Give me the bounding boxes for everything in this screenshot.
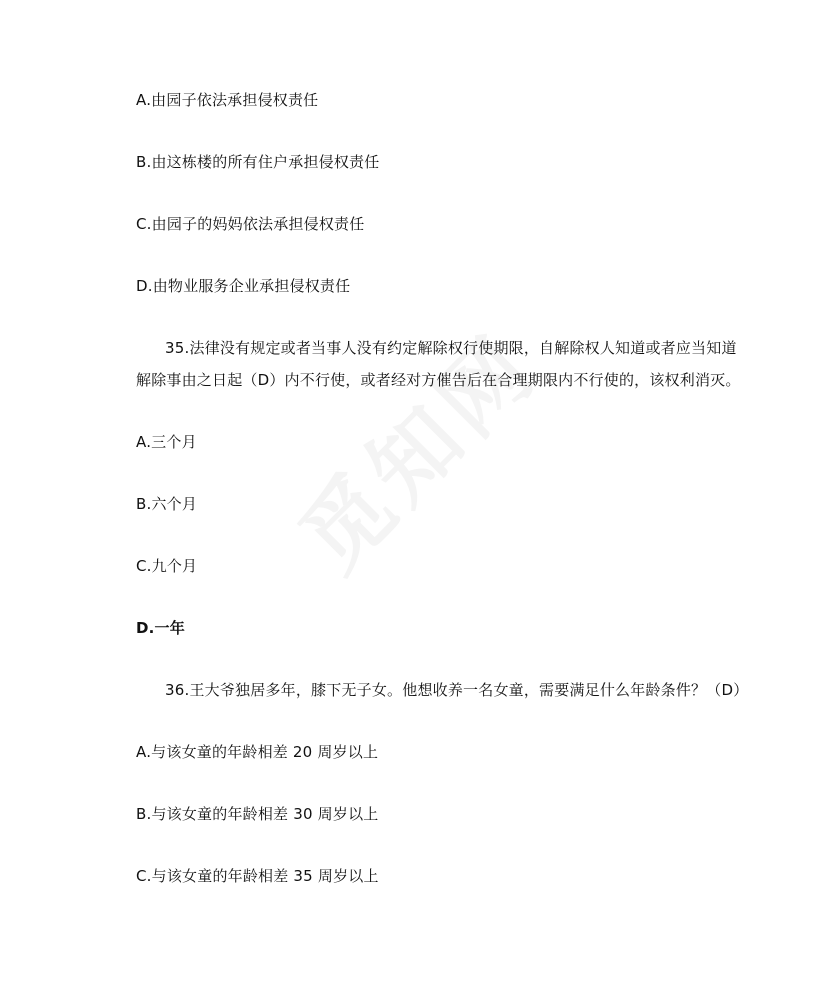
option-b: B.与该女童的年龄相差 30 周岁以上	[136, 805, 379, 823]
option-b: B.六个月	[136, 495, 198, 513]
option-a: A.由园子依法承担侵权责任	[136, 91, 319, 109]
option-a: A.三个月	[136, 433, 197, 451]
option-c: C.与该女童的年龄相差 35 周岁以上	[136, 867, 379, 885]
option-b: B.由这栋楼的所有住户承担侵权责任	[136, 153, 380, 171]
option-d: D.由物业服务企业承担侵权责任	[136, 277, 351, 295]
option-c: C.九个月	[136, 557, 198, 575]
option-a: A.与该女童的年龄相差 20 周岁以上	[136, 743, 379, 761]
question-35-line-1: 35.法律没有规定或者当事人没有约定解除权行使期限，自解除权人知道或者应当知道	[165, 339, 737, 357]
question-36: 36.王大爷独居多年，膝下无子女。他想收养一名女童，需要满足什么年龄条件？（D）	[165, 681, 749, 699]
option-c: C.由园子的妈妈依法承担侵权责任	[136, 215, 365, 233]
option-d-answer: D.一年	[136, 619, 185, 637]
question-35-line-2: 解除事由之日起（D）内不行使，或者经对方催告后在合理期限内不行使的，该权利消灭。	[136, 371, 741, 389]
